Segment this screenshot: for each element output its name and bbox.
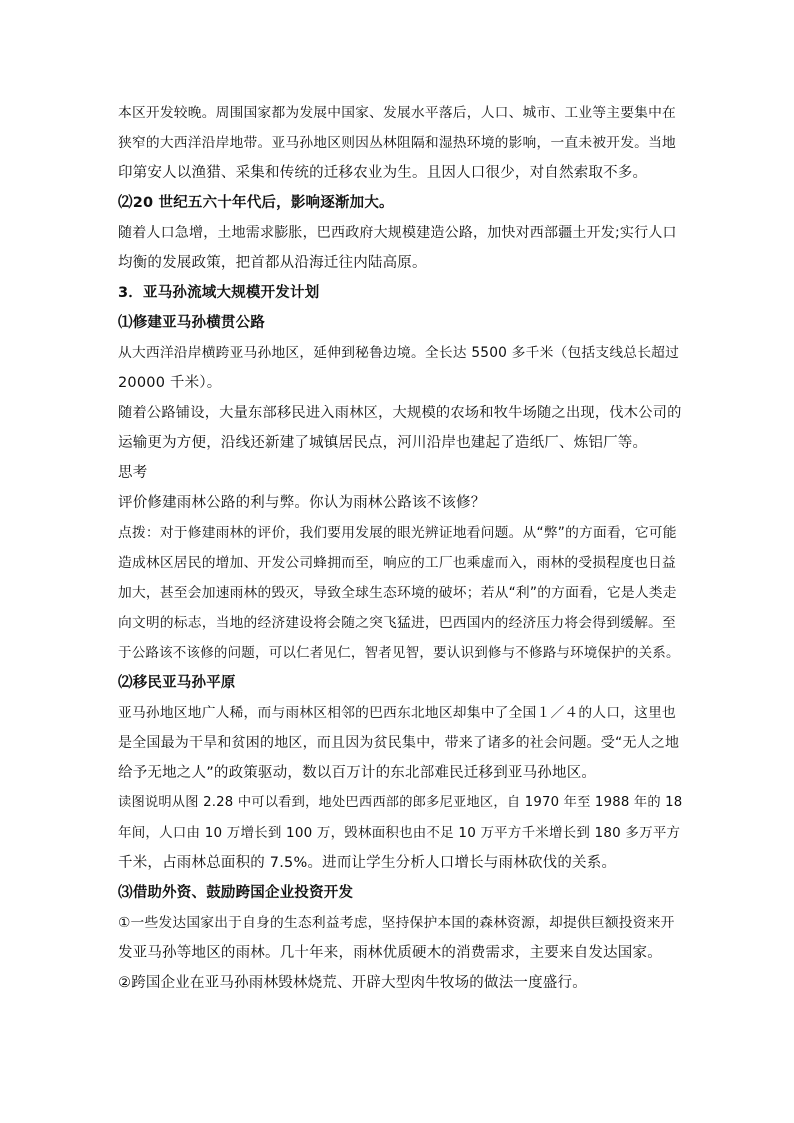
text-line: 随着公路铺设，大量东部移民进入雨林区，大规模的农场和牧牛场随之出现，伐木公司的 bbox=[118, 405, 682, 421]
text-line: ①一些发达国家出于自身的生态利益考虑，坚持保护本国的森林资源，却提供巨额投资来开 bbox=[118, 915, 675, 931]
section-heading bbox=[118, 668, 678, 698]
body-paragraph bbox=[118, 488, 678, 518]
text-line: 从大西洋沿岸横跨亚马孙地区，延伸到秘鲁边境。全长达 5500 多千米（包括支线总长超过 bbox=[118, 345, 680, 361]
text-line: ⑶借助外资、鼓励跨国企业投资开发 bbox=[118, 885, 354, 901]
text-line: 是全国最为干旱和贫困的地区，而且因为贫民集中，带来了诸多的社会问题。受“无人之地 bbox=[118, 735, 680, 751]
body-paragraph bbox=[118, 458, 678, 488]
text-line: 于公路该不该修的问题，可以仁者见仁，智者见智，要认识到修与不修路与环境保护的关系。 bbox=[118, 645, 680, 661]
section-heading bbox=[118, 308, 678, 338]
text-line: 千米，占雨林总面积的 7.5%。进而让学生分析人口增长与雨林砍伐的关系。 bbox=[118, 855, 617, 871]
body-paragraph bbox=[118, 698, 678, 788]
document-page bbox=[118, 98, 683, 998]
text-line: 思考 bbox=[118, 465, 148, 481]
text-line: 给予无地之人”的政策驱动，数以百万计的东北部难民迁移到亚马孙地区。 bbox=[118, 765, 597, 781]
text-line: 亚马孙地区地广人稀，而与雨林区相邻的巴西东北地区却集中了全国１／４的人口，这里也 bbox=[118, 705, 677, 721]
text-line: 本区开发较晚。周围国家都为发展中国家、发展水平落后，人口、城市、工业等主要集中在 bbox=[118, 105, 677, 121]
body-paragraph bbox=[118, 788, 683, 878]
body-paragraph bbox=[118, 98, 678, 188]
body-paragraph bbox=[118, 218, 678, 278]
text-line: 年间，人口由 10 万增长到 100 万，毁林面积也由不足 10 万平方千米增长到 180 多万平方 bbox=[118, 825, 681, 841]
text-line: 造成林区居民的增加、开发公司蜂拥而至，响应的工厂也乘虚而入，雨林的受损程度也日益 bbox=[118, 555, 677, 571]
body-paragraph bbox=[118, 518, 678, 668]
text-line: 评价修建雨林公路的利与弊。你认为雨林公路该不该修？ bbox=[118, 495, 486, 511]
body-paragraph bbox=[118, 398, 682, 458]
text-line: 20000 千米）。 bbox=[118, 375, 222, 391]
text-line: 发亚马孙等地区的雨林。几十年来，雨林优质硬木的消费需求，主要来自发达国家。 bbox=[118, 945, 662, 961]
text-line: 狭窄的大西洋沿岸地带。亚马孙地区则因丛林阻隔和湿热环境的影响，一直未被开发。当地 bbox=[118, 135, 677, 151]
text-line: ⑵20 世纪五六十年代后，影响逐渐加大。 bbox=[118, 195, 394, 211]
section-heading bbox=[118, 278, 678, 308]
text-line: 加大，甚至会加速雨林的毁灭，导致全球生态环境的破坏；若从“利”的方面看，它是人类走 bbox=[118, 585, 677, 601]
text-line: 印第安人以渔猎、采集和传统的迁移农业为生。且因人口很少，对自然索取不多。 bbox=[118, 165, 648, 181]
text-line: 随着人口急增，土地需求膨胀，巴西政府大规模建造公路，加快对西部疆土开发;实行人口 bbox=[118, 225, 677, 241]
text-line: ⑵移民亚马孙平原 bbox=[118, 675, 236, 691]
text-line: 点拨：对于修建雨林的评价，我们要用发展的眼光辨证地看问题。从“弊”的方面看，它可能 bbox=[118, 525, 677, 541]
section-heading bbox=[118, 188, 678, 218]
body-paragraph bbox=[118, 908, 678, 968]
text-line: 均衡的发展政策，把首都从沿海迁往内陆高原。 bbox=[118, 255, 427, 271]
text-line: 运输更为方便，沿线还新建了城镇居民点，河川沿岸也建起了造纸厂、炼铝厂等。 bbox=[118, 435, 648, 451]
text-line: ②跨国企业在亚马孙雨林毁林烧荒、开辟大型肉牛牧场的做法一度盛行。 bbox=[118, 975, 587, 991]
text-line: 向文明的标志，当地的经济建设将会随之突飞猛进，巴西国内的经济压力将会得到缓解。至 bbox=[118, 615, 677, 631]
text-line: 读图说明从图 2.28 中可以看到，地处巴西西部的郎多尼亚地区，自 1970 年至 1988 年的 18 bbox=[118, 795, 683, 810]
body-paragraph bbox=[118, 338, 678, 398]
body-paragraph bbox=[118, 968, 678, 998]
text-line: ⑴修建亚马孙横贯公路 bbox=[118, 315, 265, 331]
text-line: 3．亚马孙流域大规模开发计划 bbox=[118, 285, 320, 301]
section-heading bbox=[118, 878, 678, 908]
